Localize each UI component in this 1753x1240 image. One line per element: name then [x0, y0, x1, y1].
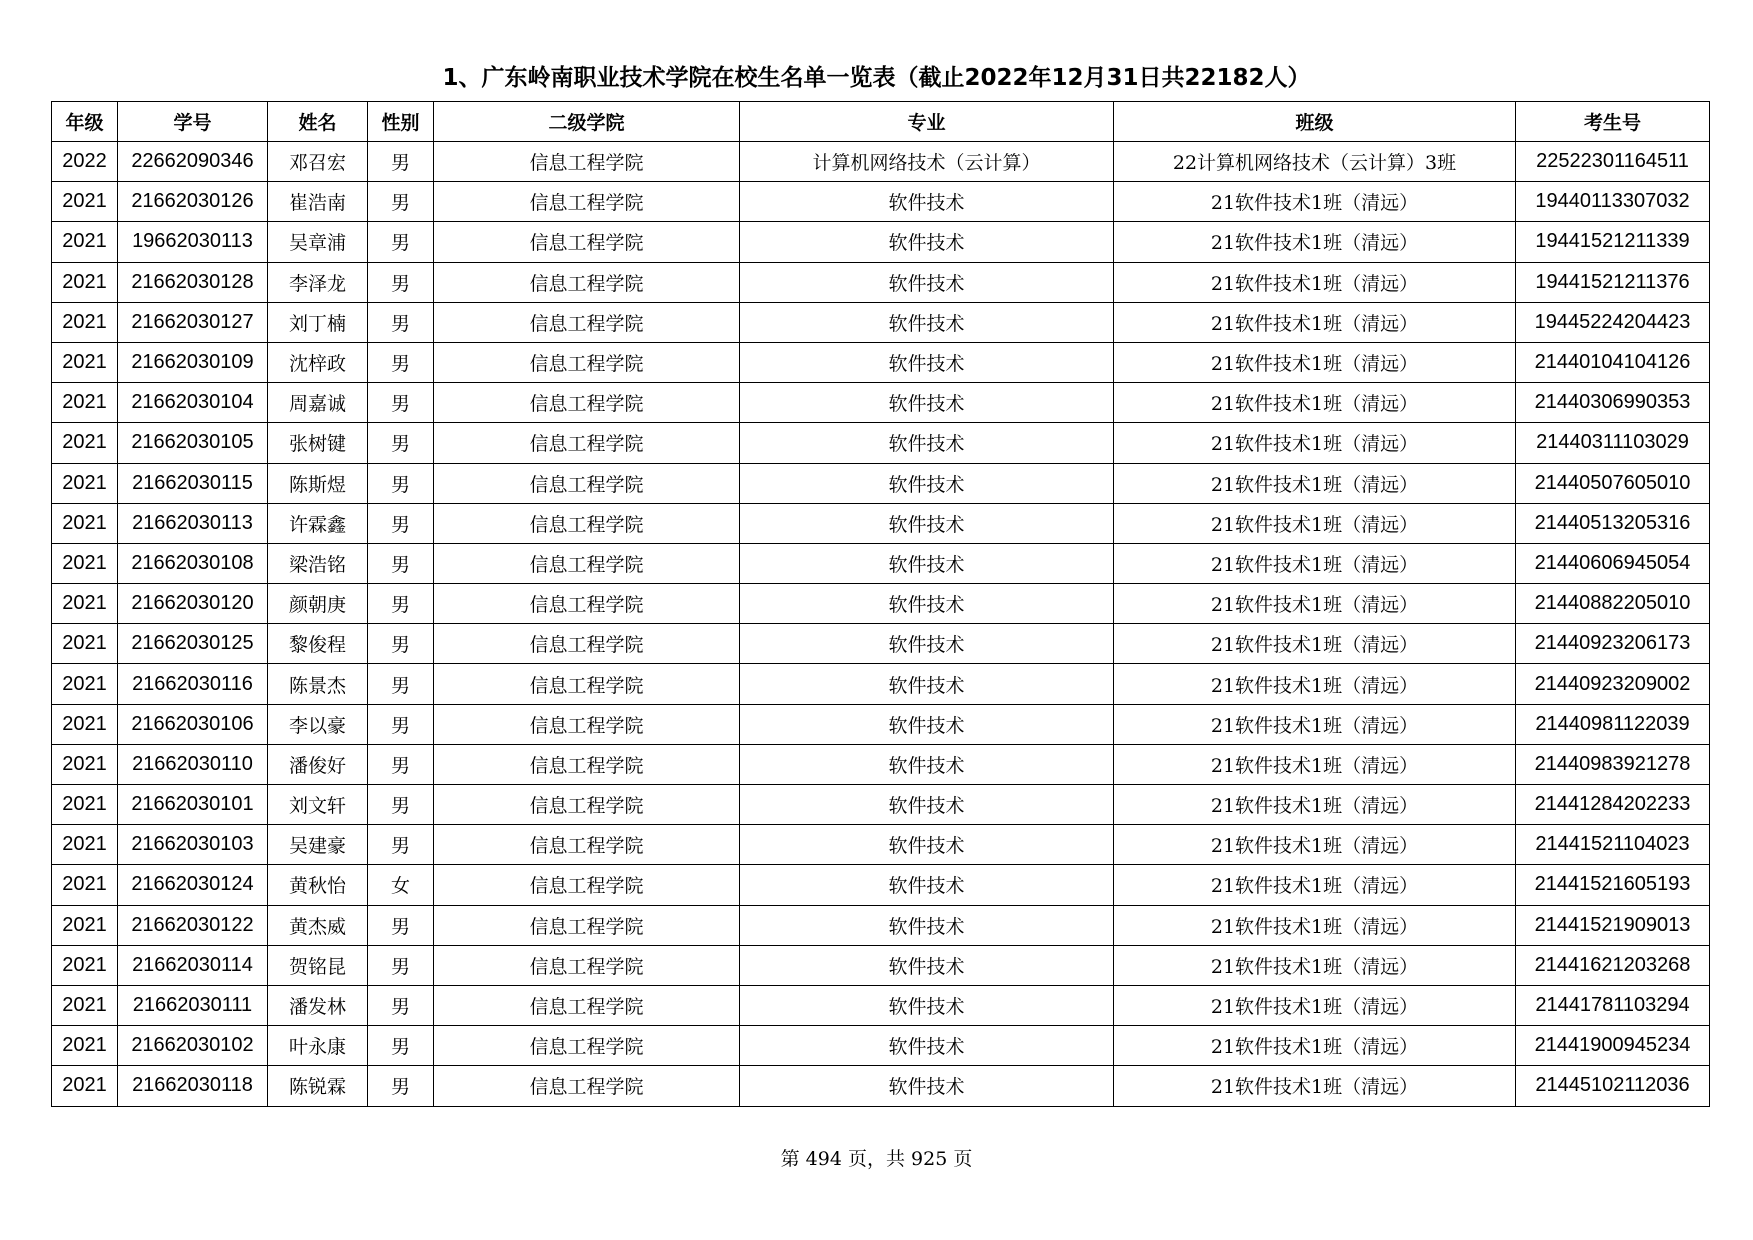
table-row — [52, 182, 1710, 222]
table-row — [52, 985, 1710, 1025]
cell-grade: 2021 — [52, 342, 118, 382]
cell-gender: 男 — [368, 342, 434, 382]
cell-student-id: 21662030110 — [118, 744, 268, 784]
cell-exam-id: 19441521211376 — [1516, 262, 1710, 302]
cell-college: 信息工程学院 — [434, 785, 740, 825]
cell-class: 21软件技术1班（清远） — [1114, 222, 1516, 262]
cell-major: 软件技术 — [740, 624, 1114, 664]
table-row — [52, 825, 1710, 865]
table-row — [52, 865, 1710, 905]
cell-class: 21软件技术1班（清远） — [1114, 1026, 1516, 1066]
cell-major: 软件技术 — [740, 503, 1114, 543]
cell-major: 软件技术 — [740, 664, 1114, 704]
cell-college: 信息工程学院 — [434, 543, 740, 583]
page-number: 第 494 页，共 925 页 — [780, 1148, 973, 1170]
cell-grade: 2021 — [52, 302, 118, 342]
cell-name: 潘发林 — [268, 985, 368, 1025]
cell-gender: 男 — [368, 222, 434, 262]
cell-class: 21软件技术1班（清远） — [1114, 624, 1516, 664]
cell-grade: 2021 — [52, 182, 118, 222]
table-row — [52, 624, 1710, 664]
cell-major: 软件技术 — [740, 744, 1114, 784]
cell-college: 信息工程学院 — [434, 865, 740, 905]
cell-college: 信息工程学院 — [434, 1066, 740, 1106]
cell-grade: 2021 — [52, 664, 118, 704]
cell-student-id: 21662030111 — [118, 985, 268, 1025]
table-row — [52, 584, 1710, 624]
cell-major: 软件技术 — [740, 945, 1114, 985]
cell-major: 计算机网络技术（云计算） — [740, 142, 1114, 182]
cell-student-id: 21662030105 — [118, 423, 268, 463]
cell-name: 李泽龙 — [268, 262, 368, 302]
cell-gender: 女 — [368, 865, 434, 905]
cell-college: 信息工程学院 — [434, 624, 740, 664]
header-exam-id: 考生号 — [1516, 102, 1710, 142]
cell-exam-id: 21440306990353 — [1516, 383, 1710, 423]
cell-exam-id: 21441900945234 — [1516, 1026, 1710, 1066]
cell-major: 软件技术 — [740, 463, 1114, 503]
cell-class: 21软件技术1班（清远） — [1114, 302, 1516, 342]
cell-name: 吴章浦 — [268, 222, 368, 262]
cell-name: 叶永康 — [268, 1026, 368, 1066]
cell-college: 信息工程学院 — [434, 423, 740, 463]
cell-college: 信息工程学院 — [434, 825, 740, 865]
cell-grade: 2021 — [52, 624, 118, 664]
cell-name: 颜朝庚 — [268, 584, 368, 624]
cell-name: 刘文轩 — [268, 785, 368, 825]
cell-grade: 2021 — [52, 865, 118, 905]
cell-college: 信息工程学院 — [434, 383, 740, 423]
cell-student-id: 21662030118 — [118, 1066, 268, 1106]
cell-class: 21软件技术1班（清远） — [1114, 945, 1516, 985]
cell-student-id: 21662030104 — [118, 383, 268, 423]
header-major: 专业 — [740, 102, 1114, 142]
cell-student-id: 21662030124 — [118, 865, 268, 905]
cell-gender: 男 — [368, 182, 434, 222]
cell-college: 信息工程学院 — [434, 142, 740, 182]
cell-grade: 2021 — [52, 262, 118, 302]
cell-major: 软件技术 — [740, 1026, 1114, 1066]
table-row — [52, 945, 1710, 985]
cell-grade: 2021 — [52, 825, 118, 865]
cell-college: 信息工程学院 — [434, 704, 740, 744]
header-class: 班级 — [1114, 102, 1516, 142]
cell-grade: 2021 — [52, 222, 118, 262]
cell-major: 软件技术 — [740, 584, 1114, 624]
cell-name: 梁浩铭 — [268, 543, 368, 583]
student-roster-table — [51, 101, 1710, 1107]
cell-gender: 男 — [368, 704, 434, 744]
cell-exam-id: 21440606945054 — [1516, 543, 1710, 583]
cell-grade: 2021 — [52, 945, 118, 985]
cell-name: 黎俊程 — [268, 624, 368, 664]
cell-gender: 男 — [368, 584, 434, 624]
cell-gender: 男 — [368, 1026, 434, 1066]
header-grade: 年级 — [52, 102, 118, 142]
cell-name: 陈锐霖 — [268, 1066, 368, 1106]
cell-student-id: 21662030109 — [118, 342, 268, 382]
table-body — [52, 142, 1710, 1107]
cell-major: 软件技术 — [740, 905, 1114, 945]
cell-class: 21软件技术1班（清远） — [1114, 503, 1516, 543]
cell-gender: 男 — [368, 262, 434, 302]
cell-college: 信息工程学院 — [434, 945, 740, 985]
cell-name: 吴建豪 — [268, 825, 368, 865]
cell-exam-id: 21441781103294 — [1516, 985, 1710, 1025]
cell-grade: 2021 — [52, 584, 118, 624]
cell-class: 21软件技术1班（清远） — [1114, 1066, 1516, 1106]
cell-college: 信息工程学院 — [434, 905, 740, 945]
cell-grade: 2021 — [52, 785, 118, 825]
cell-grade: 2021 — [52, 383, 118, 423]
cell-major: 软件技术 — [740, 825, 1114, 865]
cell-exam-id: 21440513205316 — [1516, 503, 1710, 543]
header-gender: 性别 — [368, 102, 434, 142]
cell-gender: 男 — [368, 664, 434, 704]
cell-name: 李以豪 — [268, 704, 368, 744]
cell-class: 21软件技术1班（清远） — [1114, 704, 1516, 744]
cell-student-id: 21662030113 — [118, 503, 268, 543]
cell-exam-id: 21440507605010 — [1516, 463, 1710, 503]
cell-major: 软件技术 — [740, 1066, 1114, 1106]
cell-exam-id: 21440981122039 — [1516, 704, 1710, 744]
cell-student-id: 21662030108 — [118, 543, 268, 583]
cell-gender: 男 — [368, 945, 434, 985]
cell-grade: 2021 — [52, 985, 118, 1025]
table-row — [52, 664, 1710, 704]
cell-student-id: 21662030114 — [118, 945, 268, 985]
cell-gender: 男 — [368, 1066, 434, 1106]
table-row — [52, 302, 1710, 342]
cell-student-id: 21662030116 — [118, 664, 268, 704]
cell-gender: 男 — [368, 825, 434, 865]
cell-major: 软件技术 — [740, 785, 1114, 825]
cell-major: 软件技术 — [740, 423, 1114, 463]
table-row — [52, 704, 1710, 744]
cell-gender: 男 — [368, 142, 434, 182]
header-college: 二级学院 — [434, 102, 740, 142]
table-row — [52, 342, 1710, 382]
cell-college: 信息工程学院 — [434, 985, 740, 1025]
cell-name: 陈斯煜 — [268, 463, 368, 503]
cell-college: 信息工程学院 — [434, 463, 740, 503]
cell-name: 邓召宏 — [268, 142, 368, 182]
cell-name: 潘俊好 — [268, 744, 368, 784]
cell-major: 软件技术 — [740, 302, 1114, 342]
table-row — [52, 423, 1710, 463]
cell-class: 21软件技术1班（清远） — [1114, 342, 1516, 382]
cell-major: 软件技术 — [740, 543, 1114, 583]
cell-exam-id: 21441621203268 — [1516, 945, 1710, 985]
cell-grade: 2021 — [52, 503, 118, 543]
cell-student-id: 21662030128 — [118, 262, 268, 302]
cell-student-id: 21662030125 — [118, 624, 268, 664]
cell-class: 21软件技术1班（清远） — [1114, 423, 1516, 463]
cell-exam-id: 21440923206173 — [1516, 624, 1710, 664]
cell-gender: 男 — [368, 624, 434, 664]
cell-exam-id: 21441521909013 — [1516, 905, 1710, 945]
cell-exam-id: 21441521605193 — [1516, 865, 1710, 905]
cell-class: 21软件技术1班（清远） — [1114, 744, 1516, 784]
cell-exam-id: 21440983921278 — [1516, 744, 1710, 784]
cell-gender: 男 — [368, 543, 434, 583]
cell-student-id: 21662030102 — [118, 1026, 268, 1066]
cell-major: 软件技术 — [740, 383, 1114, 423]
cell-gender: 男 — [368, 383, 434, 423]
cell-major: 软件技术 — [740, 704, 1114, 744]
table-row — [52, 1066, 1710, 1106]
cell-class: 22计算机网络技术（云计算）3班 — [1114, 142, 1516, 182]
cell-grade: 2021 — [52, 463, 118, 503]
cell-major: 软件技术 — [740, 865, 1114, 905]
cell-grade: 2021 — [52, 744, 118, 784]
cell-exam-id: 21441521104023 — [1516, 825, 1710, 865]
cell-student-id: 19662030113 — [118, 222, 268, 262]
cell-class: 21软件技术1班（清远） — [1114, 664, 1516, 704]
table-row — [52, 383, 1710, 423]
cell-name: 周嘉诚 — [268, 383, 368, 423]
cell-student-id: 22662090346 — [118, 142, 268, 182]
cell-name: 沈梓政 — [268, 342, 368, 382]
cell-college: 信息工程学院 — [434, 182, 740, 222]
cell-name: 贺铭昆 — [268, 945, 368, 985]
cell-student-id: 21662030120 — [118, 584, 268, 624]
table-row — [52, 785, 1710, 825]
cell-college: 信息工程学院 — [434, 302, 740, 342]
cell-student-id: 21662030115 — [118, 463, 268, 503]
cell-major: 软件技术 — [740, 182, 1114, 222]
cell-exam-id: 19441521211339 — [1516, 222, 1710, 262]
cell-exam-id: 19445224204423 — [1516, 302, 1710, 342]
cell-college: 信息工程学院 — [434, 342, 740, 382]
cell-gender: 男 — [368, 463, 434, 503]
cell-name: 崔浩南 — [268, 182, 368, 222]
cell-name: 黄秋怡 — [268, 865, 368, 905]
cell-student-id: 21662030106 — [118, 704, 268, 744]
cell-name: 刘丁楠 — [268, 302, 368, 342]
cell-major: 软件技术 — [740, 985, 1114, 1025]
cell-exam-id: 21440104104126 — [1516, 342, 1710, 382]
cell-name: 张树键 — [268, 423, 368, 463]
cell-class: 21软件技术1班（清远） — [1114, 785, 1516, 825]
cell-name: 黄杰威 — [268, 905, 368, 945]
cell-college: 信息工程学院 — [434, 584, 740, 624]
table-row — [52, 463, 1710, 503]
table-row — [52, 142, 1710, 182]
cell-class: 21软件技术1班（清远） — [1114, 905, 1516, 945]
cell-grade: 2021 — [52, 704, 118, 744]
cell-class: 21软件技术1班（清远） — [1114, 262, 1516, 302]
cell-student-id: 21662030127 — [118, 302, 268, 342]
cell-grade: 2021 — [52, 1026, 118, 1066]
document-title: 1、广东岭南职业技术学院在校生名单一览表（截止2022年12月31日共22182人） — [442, 65, 1311, 91]
table-row — [52, 905, 1710, 945]
cell-name: 陈景杰 — [268, 664, 368, 704]
cell-gender: 男 — [368, 503, 434, 543]
cell-student-id: 21662030122 — [118, 905, 268, 945]
cell-college: 信息工程学院 — [434, 222, 740, 262]
cell-gender: 男 — [368, 905, 434, 945]
cell-college: 信息工程学院 — [434, 664, 740, 704]
cell-college: 信息工程学院 — [434, 262, 740, 302]
cell-student-id: 21662030101 — [118, 785, 268, 825]
cell-college: 信息工程学院 — [434, 503, 740, 543]
cell-student-id: 21662030103 — [118, 825, 268, 865]
cell-gender: 男 — [368, 423, 434, 463]
cell-exam-id: 21440311103029 — [1516, 423, 1710, 463]
cell-grade: 2021 — [52, 543, 118, 583]
cell-class: 21软件技术1班（清远） — [1114, 985, 1516, 1025]
cell-exam-id: 22522301164511 — [1516, 142, 1710, 182]
cell-grade: 2021 — [52, 905, 118, 945]
cell-college: 信息工程学院 — [434, 744, 740, 784]
cell-class: 21软件技术1班（清远） — [1114, 383, 1516, 423]
cell-grade: 2022 — [52, 142, 118, 182]
cell-major: 软件技术 — [740, 222, 1114, 262]
table-row — [52, 744, 1710, 784]
cell-student-id: 21662030126 — [118, 182, 268, 222]
cell-grade: 2021 — [52, 1066, 118, 1106]
cell-gender: 男 — [368, 302, 434, 342]
cell-class: 21软件技术1班（清远） — [1114, 825, 1516, 865]
table-row — [52, 543, 1710, 583]
cell-exam-id: 21440882205010 — [1516, 584, 1710, 624]
cell-class: 21软件技术1班（清远） — [1114, 865, 1516, 905]
table-row — [52, 1026, 1710, 1066]
cell-grade: 2021 — [52, 423, 118, 463]
cell-exam-id: 21441284202233 — [1516, 785, 1710, 825]
cell-exam-id: 21445102112036 — [1516, 1066, 1710, 1106]
table-row — [52, 503, 1710, 543]
cell-class: 21软件技术1班（清远） — [1114, 584, 1516, 624]
table-row — [52, 262, 1710, 302]
header-name: 姓名 — [268, 102, 368, 142]
cell-name: 许霖鑫 — [268, 503, 368, 543]
cell-gender: 男 — [368, 785, 434, 825]
cell-gender: 男 — [368, 744, 434, 784]
cell-class: 21软件技术1班（清远） — [1114, 543, 1516, 583]
table-header-row — [52, 102, 1710, 142]
cell-college: 信息工程学院 — [434, 1026, 740, 1066]
cell-class: 21软件技术1班（清远） — [1114, 182, 1516, 222]
cell-major: 软件技术 — [740, 342, 1114, 382]
cell-major: 软件技术 — [740, 262, 1114, 302]
cell-class: 21软件技术1班（清远） — [1114, 463, 1516, 503]
header-student-id: 学号 — [118, 102, 268, 142]
table-row — [52, 222, 1710, 262]
cell-gender: 男 — [368, 985, 434, 1025]
cell-exam-id: 19440113307032 — [1516, 182, 1710, 222]
cell-exam-id: 21440923209002 — [1516, 664, 1710, 704]
